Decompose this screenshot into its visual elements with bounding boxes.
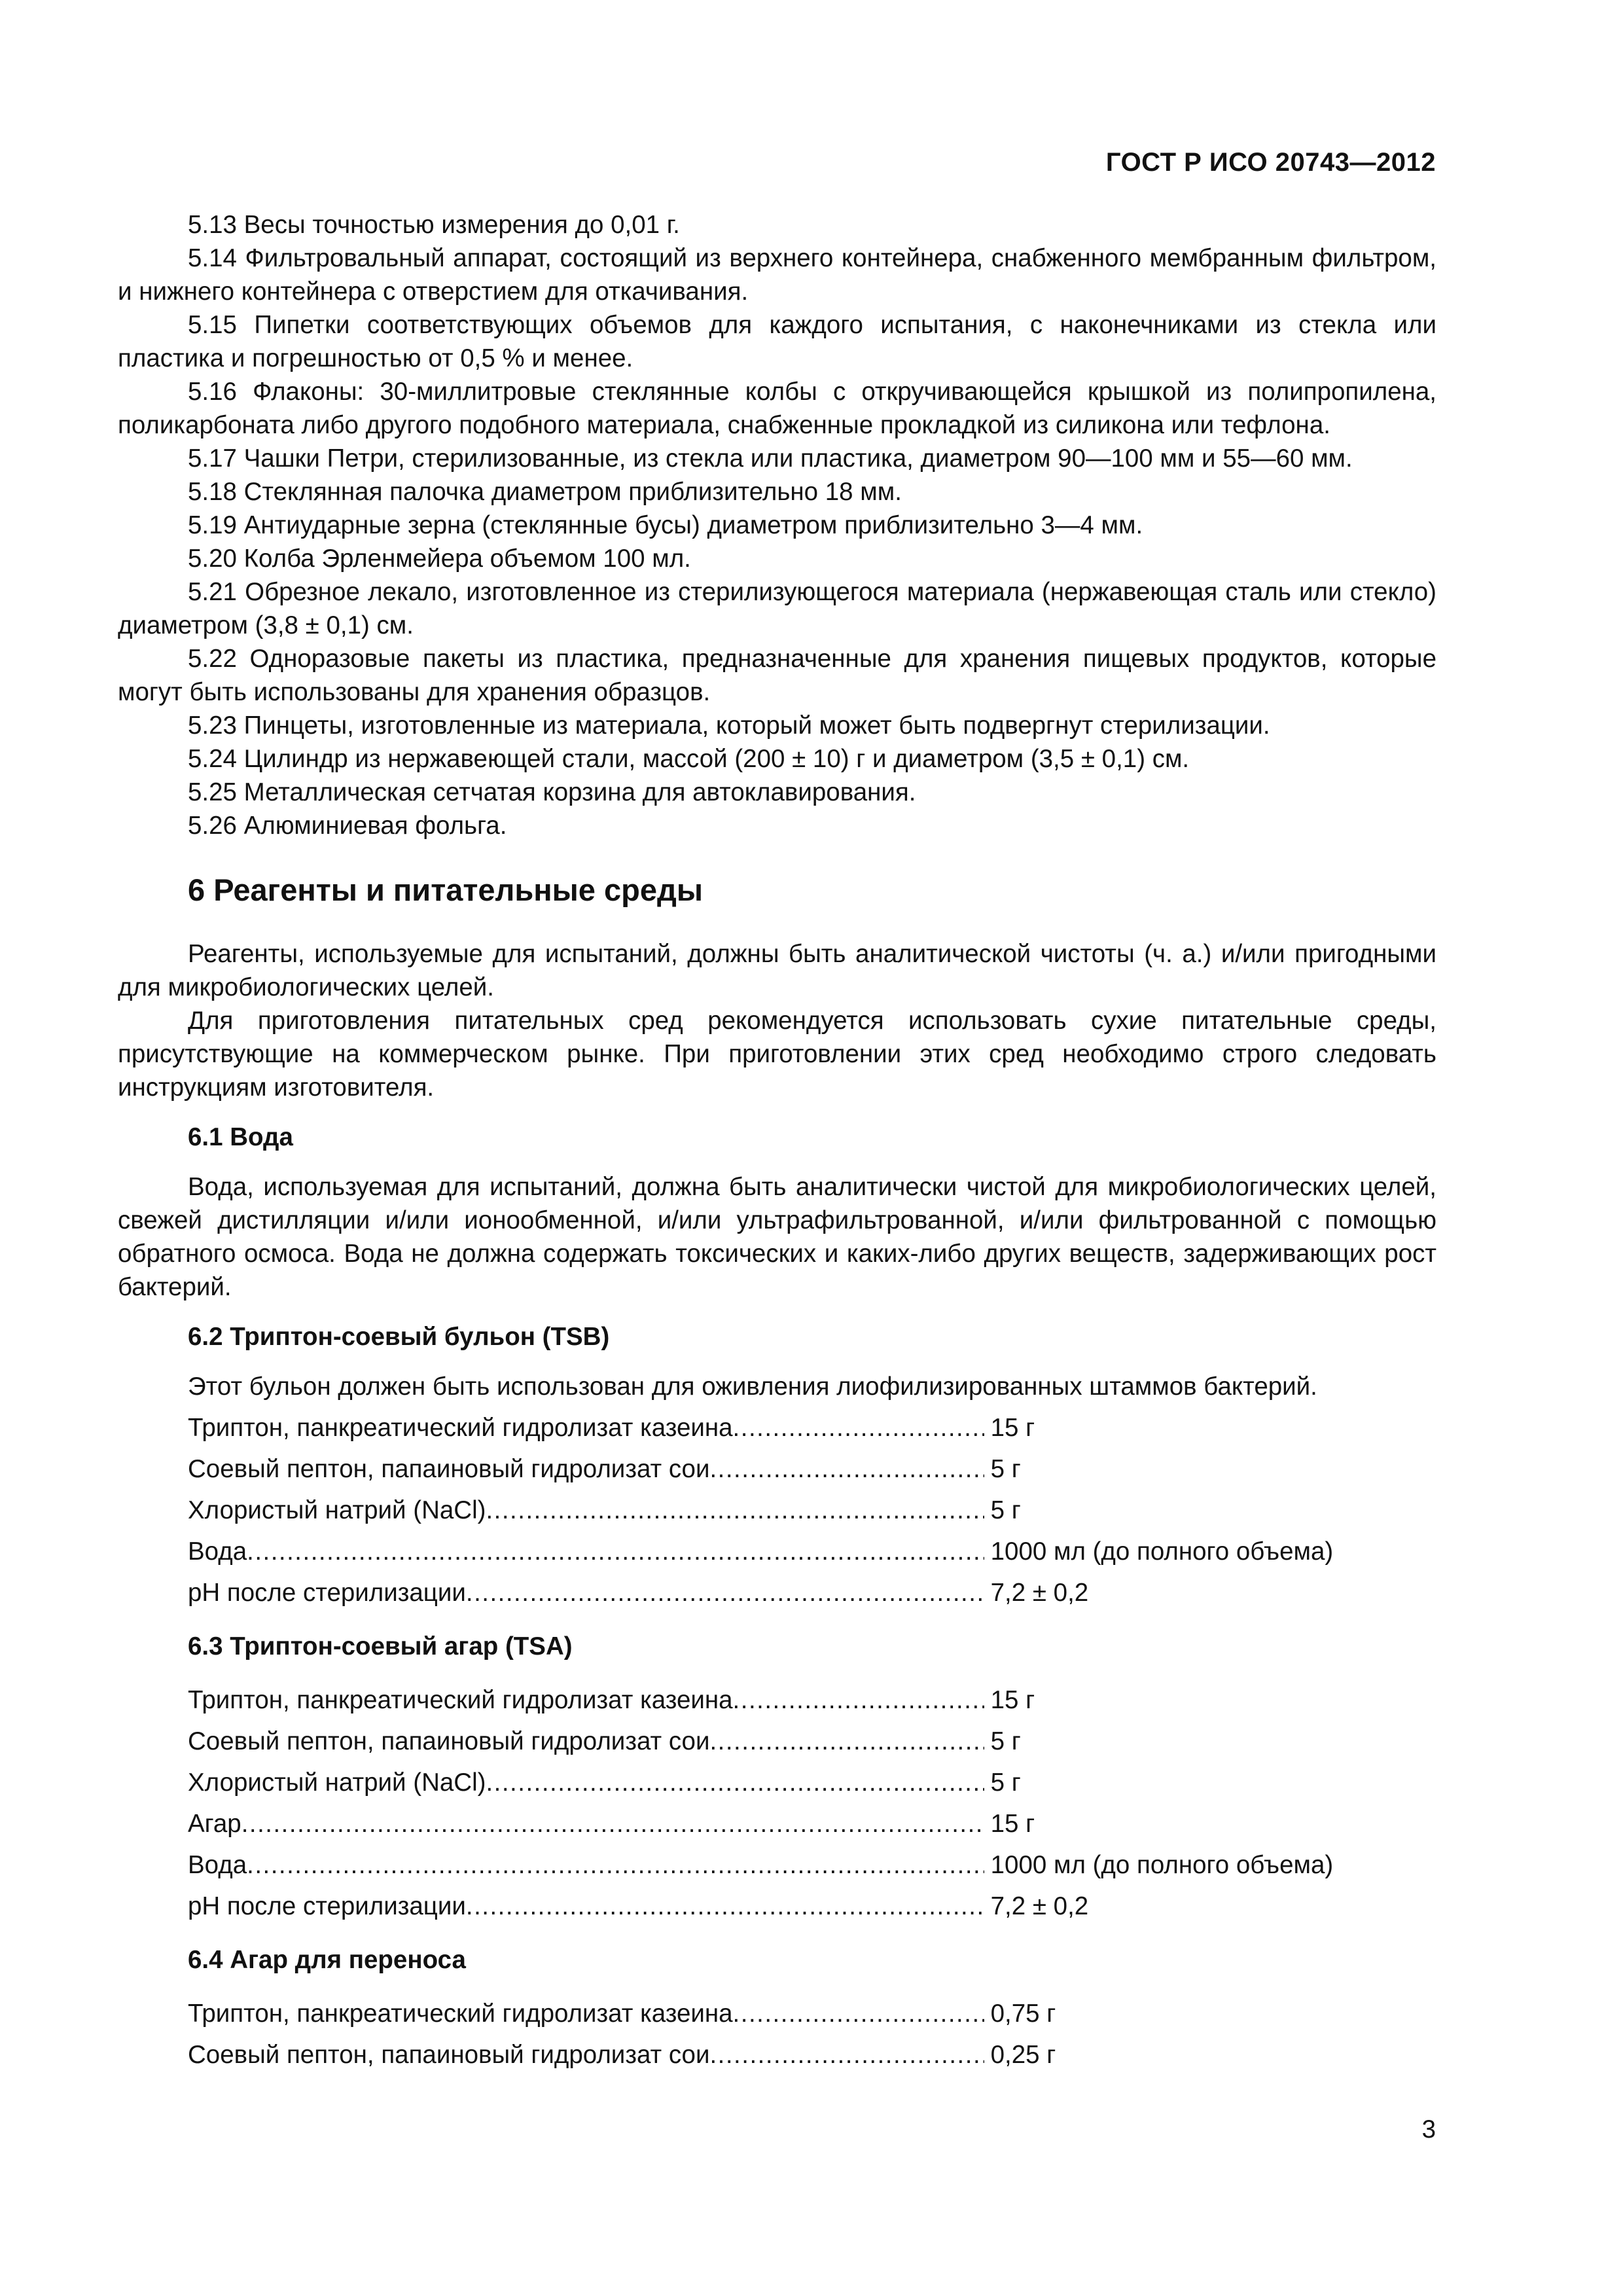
- recipe-row: [118, 1407, 1436, 1448]
- ingredient-name: Соевый пептон, папаиновый гидролизат сои: [188, 2041, 710, 2069]
- document-id-header: ГОСТ Р ИСО 20743—2012: [1105, 148, 1436, 177]
- ingredient-name: Вода: [188, 1537, 247, 1566]
- list-item: 5.25 Металлическая сетчатая корзина для автоклавирования.: [188, 778, 916, 806]
- ingredient-value: 0,75 г: [990, 2000, 1056, 2028]
- ingredient-value: 7,2 ± 0,2: [990, 1579, 1089, 1607]
- ingredient-value: 5 г: [990, 1455, 1021, 1483]
- ingredient-name: Соевый пептон, папаиновый гидролизат сои: [188, 1455, 710, 1483]
- paragraph: Реагенты, используемые для испытаний, должны быть аналитической чистоты (ч. а.) и/или пригодными для микробиологических целей.: [118, 940, 1436, 1001]
- list-item: 5.19 Антиударные зерна (стеклянные бусы) диаметром приблизительно 3—4 мм.: [188, 511, 1143, 539]
- ingredient-value: 5 г: [990, 1768, 1021, 1797]
- dot-leader: [733, 1407, 984, 1448]
- list-item: 5.15 Пипетки соответствующих объемов для каждого испытания, с наконечниками из стекла или пластика и погрешностью от 0,5 % и менее.: [118, 311, 1436, 372]
- ingredient-value: 0,25 г: [990, 2041, 1056, 2069]
- ingredient-name: Агар: [188, 1810, 241, 1838]
- page-number: 3: [1421, 2115, 1436, 2144]
- ingredient-name: pH после стерилизации: [188, 1892, 466, 1920]
- list-item: 5.23 Пинцеты, изготовленные из материала, который может быть подвергнут стерилизации.: [188, 711, 1270, 740]
- list-item: 5.22 Одноразовые пакеты из пластика, предназначенные для хранения пищевых продуктов, которые могут быть использованы для хранения образцов.: [118, 645, 1436, 706]
- dot-leader: [466, 1572, 984, 1613]
- dot-leader: [466, 1886, 984, 1927]
- dot-leader: [733, 1993, 984, 2034]
- ingredient-value: 15 г: [990, 1810, 1035, 1838]
- paragraph: Для приготовления питательных сред рекомендуется использовать сухие питательные среды, присутствующие на коммерческом рынке. При приготовлении этих сред необходимо строго следовать инструкциям изготовителя.: [118, 1007, 1436, 1102]
- ingredient-name: Триптон, панкреатический гидролизат казеина: [188, 1686, 733, 1714]
- list-item: 5.13 Весы точностью измерения до 0,01 г.: [188, 211, 680, 239]
- recipe-row: [118, 1448, 1436, 1490]
- list-item: 5.14 Фильтровальный аппарат, состоящий из верхнего контейнера, снабженного мембранным фильтром, и нижнего контейнера с отверстием для откачивания.: [118, 244, 1436, 306]
- list-item: 5.18 Стеклянная палочка диаметром приблизительно 18 мм.: [188, 478, 902, 506]
- subsection-heading: 6.4 Агар для переноса: [188, 1946, 466, 1974]
- ingredient-value: 5 г: [990, 1496, 1021, 1524]
- recipe-row: [118, 1803, 1436, 1844]
- dot-leader: [733, 1679, 984, 1721]
- list-item: 5.20 Колба Эрленмейера объемом 100 мл.: [188, 545, 691, 573]
- subsection-heading: 6.2 Триптон-соевый бульон (TSB): [188, 1323, 610, 1351]
- recipe-row: [118, 1572, 1436, 1613]
- list-item: 5.24 Цилиндр из нержавеющей стали, массой (200 ± 10) г и диаметром (3,5 ± 0,1) см.: [188, 745, 1190, 773]
- ingredient-value: 15 г: [990, 1414, 1035, 1442]
- recipe-list: [118, 1993, 1436, 2075]
- ingredient-value: 1000 мл (до полного объема): [990, 1851, 1334, 1879]
- list-item: 5.16 Флаконы: 30-миллитровые стеклянные колбы с откручивающейся крышкой из полипропилена, поликарбоната либо другого подобного материала, снабженные прокладкой из силикона или тефлона.: [118, 378, 1436, 439]
- section-heading: 6 Реагенты и питательные среды: [188, 872, 703, 907]
- ingredient-name: Хлористый натрий (NaCl): [188, 1768, 486, 1797]
- dot-leader: [486, 1490, 984, 1531]
- dot-leader: [247, 1531, 984, 1572]
- recipe-list: [118, 1407, 1436, 1613]
- recipe-row: [118, 1490, 1436, 1531]
- dot-leader: [247, 1844, 984, 1886]
- ingredient-name: Соевый пептон, папаиновый гидролизат сои: [188, 1727, 710, 1755]
- recipe-row: [118, 1844, 1436, 1886]
- ingredient-name: Триптон, панкреатический гидролизат казеина: [188, 1414, 733, 1442]
- recipe-row: [118, 1886, 1436, 1927]
- recipe-row: [118, 1721, 1436, 1762]
- list-item: 5.17 Чашки Петри, стерилизованные, из стекла или пластика, диаметром 90—100 мм и 55—60 мм.: [188, 444, 1353, 473]
- subsection-heading: 6.3 Триптон-соевый агар (TSA): [188, 1632, 573, 1660]
- subsection-heading: 6.1 Вода: [188, 1123, 293, 1151]
- ingredient-value: 5 г: [990, 1727, 1021, 1755]
- recipe-list: [118, 1679, 1436, 1927]
- recipe-row: [118, 2034, 1436, 2075]
- list-item: 5.26 Алюминиевая фольга.: [188, 812, 507, 840]
- list-item: 5.21 Обрезное лекало, изготовленное из стерилизующегося материала (нержавеющая сталь или стекло) диаметром (3,8 ± 0,1) см.: [118, 578, 1436, 639]
- page-content: [118, 208, 1436, 2075]
- dot-leader: [486, 1762, 984, 1803]
- paragraph: Вода, используемая для испытаний, должна быть аналитически чистой для микробиологических целей, свежей дистилляции и/или ионообменной, и/или ультрафильтрованной, и/или фильтрованной с помощью обратного осмоса. Вода не должна содержать токсических и каких-либо других веществ, задерживающих рост бактерий.: [118, 1173, 1436, 1301]
- recipe-row: [118, 1679, 1436, 1721]
- dot-leader: [709, 1448, 984, 1490]
- dot-leader: [709, 1721, 984, 1762]
- ingredient-name: Хлористый натрий (NaCl): [188, 1496, 486, 1524]
- ingredient-name: Вода: [188, 1851, 247, 1879]
- dot-leader: [709, 2034, 984, 2075]
- recipe-row: [118, 1993, 1436, 2034]
- ingredient-name: pH после стерилизации: [188, 1579, 466, 1607]
- dot-leader: [241, 1803, 984, 1844]
- ingredient-value: 7,2 ± 0,2: [990, 1892, 1089, 1920]
- recipe-row: [118, 1531, 1436, 1572]
- ingredient-value: 1000 мл (до полного объема): [990, 1537, 1334, 1566]
- ingredient-name: Триптон, панкреатический гидролизат казеина: [188, 2000, 733, 2028]
- ingredient-value: 15 г: [990, 1686, 1035, 1714]
- recipe-row: [118, 1762, 1436, 1803]
- paragraph: Этот бульон должен быть использован для оживления лиофилизированных штаммов бактерий.: [188, 1372, 1317, 1401]
